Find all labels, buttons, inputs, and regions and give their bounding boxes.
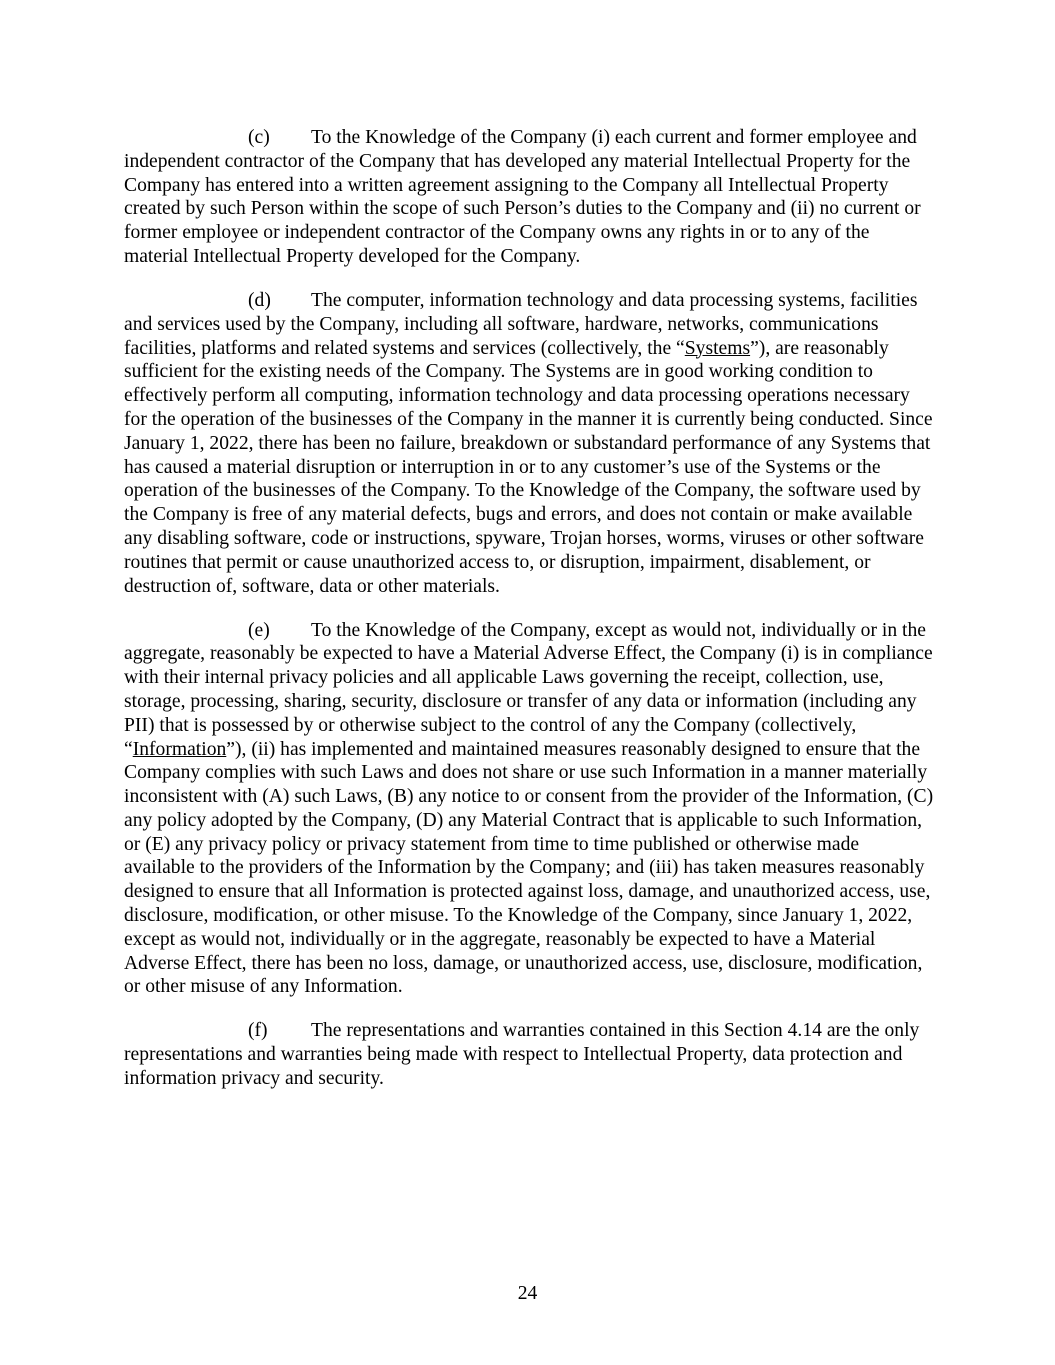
paragraph-label: (f): [248, 1020, 268, 1042]
paragraph-label: (e): [248, 619, 270, 641]
paragraph-f: [124, 1019, 934, 1090]
defined-term-information: Information: [132, 738, 227, 760]
paragraph-label: (c): [248, 127, 270, 148]
paragraph-text-before: The computer, information technology and data processing systems, facilities and services used by the Company, including all software, hardware, networks, communications facilities, platforms and related systems and services (collectively, the “: [124, 289, 918, 359]
document-page: [124, 126, 934, 1111]
paragraph-text: The representations and warranties contained in this Section 4.14 are the only representations and warranties being made with respect to Intellectual Property, data protection and information privacy and security.: [124, 1020, 920, 1090]
defined-term-systems: Systems: [684, 337, 751, 359]
paragraph-text-after: ”), (ii) has implemented and maintained measures reasonably designed to ensure that the Company complies with such Laws and does not share or use such Information in a manner materially inconsistent with (A) such Laws, (B) any notice to or consent from the provider of the Information, (C) any policy adopted by the Company, (D) any Material Contract that is applicable to such Information, or (E) any privacy policy or privacy statement from time to time published or otherwise made available to the providers of the Information by the Company; and (iii) has taken measures reasonably designed to ensure that all Information is protected against loss, damage, and unauthorized access, use, disclosure, modification, or other misuse. To the Knowledge of the Company, since January 1, 2022, except as would not, individually or in the aggregate, reasonably be expected to have a Material Adverse Effect, there has been no loss, damage, or unauthorized access, use, disclosure, modification, or other misuse of any Information.: [124, 738, 934, 998]
paragraph-d: [124, 289, 934, 598]
paragraph-text-before: To the Knowledge of the Company, except as would not, individually or in the aggregate, reasonably be expected to have a Material Adverse Effect, the Company (i) is in compliance with their internal privacy policies and all applicable Laws governing the receipt, collection, use, storage, processing, sharing, security, disclosure or transfer of any data or information (including any PII) that is possessed by or otherwise subject to the control of any the Company (collectively, “: [124, 619, 933, 760]
paragraph-text-after: ”), are reasonably sufficient for the existing needs of the Company. The Systems are in good working condition to effectively perform all computing, information technology and data processing operations necessary for the operation of the businesses of the Company in the manner it is currently being conducted. Since January 1, 2022, there has been no failure, breakdown or substandard performance of any Systems that has caused a material disruption or interruption in or to any customer’s use of the Systems or the operation of the businesses of the Company. To the Knowledge of the Company, the software used by the Company is free of any material defects, bugs and errors, and does not contain or make available any disabling software, code or instructions, spyware, Trojan horses, worms, viruses or other software routines that permit or cause unauthorized access to, or disruption, impairment, disablement, or destruction of, software, data or other materials.: [124, 337, 933, 597]
paragraph-c: [124, 126, 934, 269]
paragraph-text: To the Knowledge of the Company (i) each current and former employee and independent contractor of the Company that has developed any material Intellectual Property for the Company has entered into a written agreement assigning to the Company all Intellectual Property created by such Person within the scope of such Person’s duties to the Company and (ii) no current or former employee or independent contractor of the Company owns any rights in or to any of the material Intellectual Property developed for the Company.: [124, 127, 921, 267]
paragraph-label: (d): [248, 289, 271, 311]
page-number: 24: [517, 1283, 538, 1304]
paragraph-e: [124, 619, 934, 1000]
